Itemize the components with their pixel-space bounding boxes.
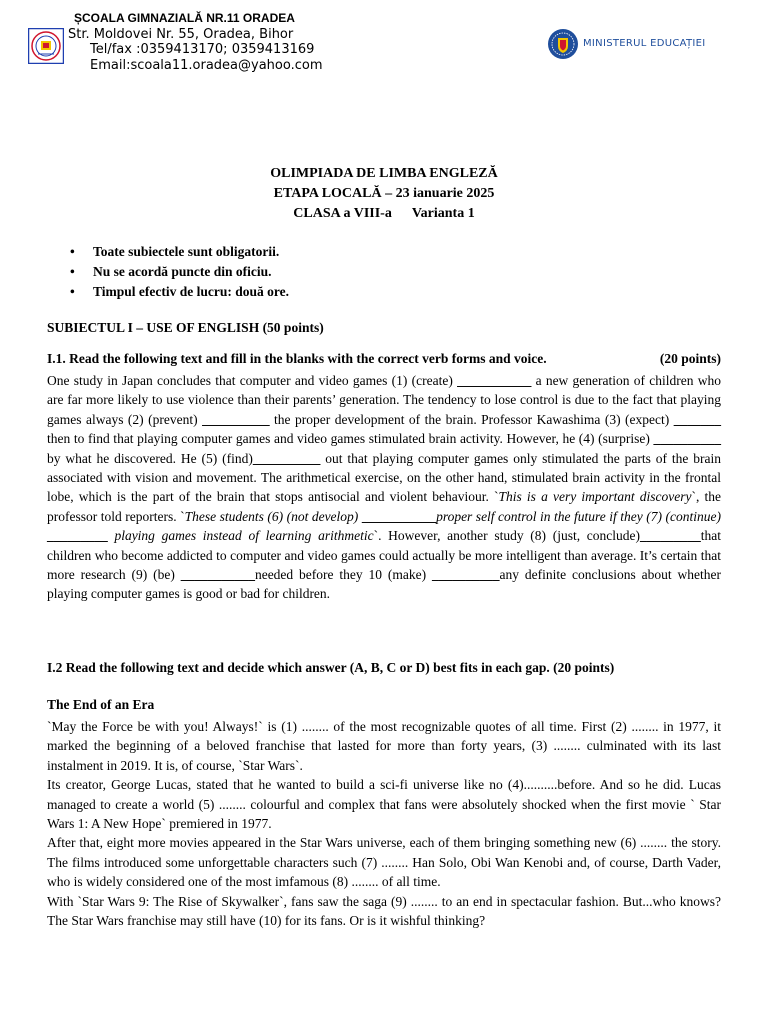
stage-date: ETAPA LOCALĂ – 23 ianuarie 2025: [273, 186, 495, 201]
story-paragraph: `May the Force be with you! Always!` is (1) ........ of the most recognizable quotes of all time. First (2) ........ in 1977, it marked the beginning of a beloved franchise that lasted for more than forty years, (3) ........ culminated with its last instalment in 2019. It is, of course, `Star Wars`.: [47, 719, 721, 773]
text-segment: One study in Japan concludes that computer and video games (1) (create): [47, 373, 458, 388]
gap-7: _________: [47, 528, 108, 544]
quote-segment: These students (6) (not develop): [184, 508, 362, 524]
gap-5: __________: [252, 450, 321, 466]
story-paragraph: Its creator, George Lucas, stated that he wanted to build a sci-fi universe like no (4)..........before. And so he did. Lucas managed to create a world (5) ........ colourful and complex that fans were absolutely shocked when the first movie ` Star Wars 1: A New Hope` premiered in 1977.: [47, 777, 721, 832]
ministry-name: MINISTERUL EDUCAȚIEI: [583, 38, 706, 49]
text-segment: a new generation of children who are far more likely to use violence than their parents’ generation. The tendency to lose control is due to the fact that playing games always (2) (prevent): [47, 373, 721, 427]
school-logo-icon: [28, 28, 64, 64]
rule-item: • Timpul efectiv de lucru: două ore.: [70, 282, 289, 302]
subject-heading: SUBIECTUL I – USE OF ENGLISH (50 points): [47, 320, 324, 335]
task2-instruction: I.2 Read the following text and decide which answer (A, B, C or D) best fits in each gap. (20 points): [47, 660, 615, 675]
variant-label: Varianta 1: [411, 206, 475, 221]
olympiad-title: OLIMPIADA DE LIMBA ENGLEZĂ: [270, 166, 498, 181]
task1-text: [47, 371, 721, 604]
coat-of-arms-icon: [547, 28, 579, 60]
rule-item: • Nu se acordă puncte din oficiu.: [70, 262, 289, 282]
class-label: CLASA a VIII-a: [293, 206, 392, 221]
gap-3: _______: [673, 411, 721, 427]
task1-heading: [47, 351, 721, 367]
text-segment: any definite conclusions about whether playing computer games is good or bad for children.: [47, 567, 721, 602]
task1-points: (20 points): [659, 351, 721, 366]
gap-4: __________: [653, 431, 721, 447]
quote-segment: playing games instead of learning arithmetic: [107, 528, 374, 544]
text-segment: `, the professor told reporters. `: [47, 489, 721, 524]
rule-item: • Toate subiectele sunt obligatorii.: [70, 242, 289, 262]
gap-9: ___________: [180, 567, 255, 583]
school-phone: Tel/fax :0359413170; 0359413169: [90, 42, 315, 57]
gap-1: ___________: [457, 373, 532, 388]
story-title: The End of an Era: [47, 697, 155, 712]
gap-10: __________: [432, 567, 500, 583]
text-segment: by what he discovered. He (5) (find): [47, 450, 253, 466]
text-segment: then to find that playing computer games and video games stimulated brain activity. However, he (4) (surprise): [47, 431, 654, 447]
gap-2: __________: [202, 411, 270, 427]
school-address: Str. Moldovei Nr. 55, Oradea, Bihor: [68, 27, 294, 42]
text-segment: needed before they 10 (make): [254, 567, 433, 583]
exam-rules: [70, 242, 289, 302]
text-segment: that children who become addicted to computer and video games could actually be more intelligent than average. It’s certain that more research (9) (be): [47, 528, 721, 583]
school-email: Email:scoala11.oradea@yahoo.com: [90, 58, 323, 73]
class-variant: [0, 206, 768, 222]
task1-instruction: I.1. Read the following text and fill in the blanks with the correct verb forms and voice.: [47, 351, 547, 366]
gap-8: _________: [640, 528, 701, 544]
text-segment: the proper development of the brain. Professor Kawashima (3) (expect): [269, 411, 674, 427]
school-name: ȘCOALA GIMNAZIALĂ NR.11 ORADEA: [74, 11, 295, 25]
text-segment: `. However, another study (8) (just, conclude): [373, 528, 640, 544]
quote-segment: proper self control in the future if they (7) (continue): [436, 508, 721, 524]
gap-6: ___________: [361, 508, 437, 524]
story-paragraph: After that, eight more movies appeared in the Star Wars universe, each of them bringing something new (6) ........ the story. The films introduced some unforgettable characters such (7) ........ Han Solo, Obi Wan Kenobi and, of course, Darth Vader, who is widely considered one of the most imfamous (8) ........ of all time.: [47, 835, 721, 890]
text-segment: out that playing computer games only stimulated the parts of the brain associated with vision and movement. The arithmetical exercise, on the other hand, stimulated brain activity in the frontal lobe, which is the part of the brain that stops antisocial and violent behaviour. `: [47, 450, 721, 505]
quote-segment: This is a very important discovery: [498, 489, 692, 505]
story-paragraph: With `Star Wars 9: The Rise of Skywalker`, fans saw the saga (9) ........ to an end in spectacular fashion. But...who knows? The Star Wars franchise may still have (10) for its fans. Or is it wishful thinking?: [47, 893, 721, 929]
task2-text: [47, 717, 721, 930]
